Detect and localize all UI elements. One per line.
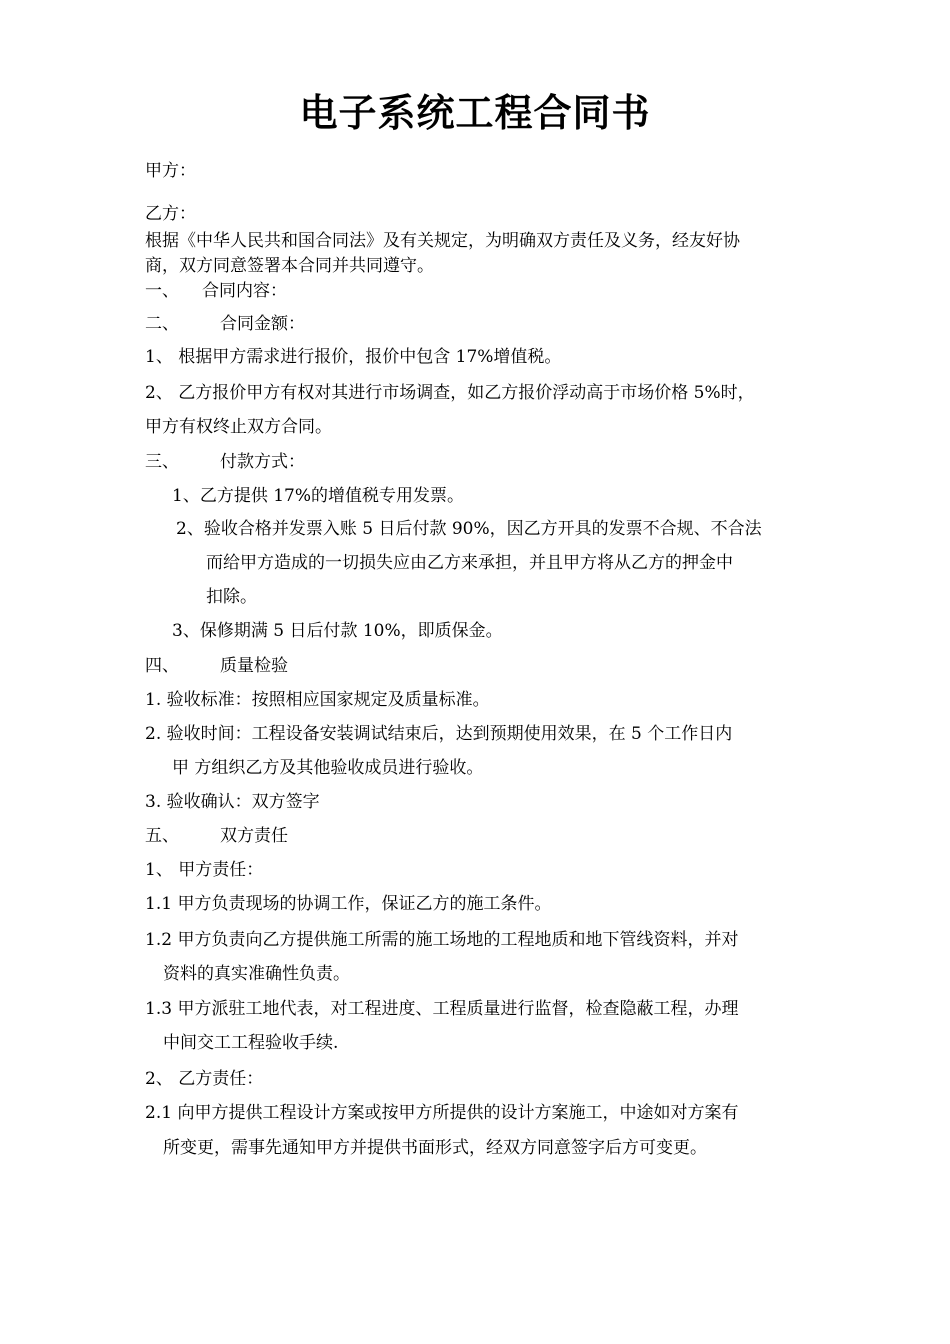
section-5-item: 1.3 甲方派驻工地代表，对工程进度、工程质量进行监督，检查隐蔽工程，办理 xyxy=(145,999,739,1019)
section-3-number: 三、 xyxy=(145,452,179,472)
section-5-item: 中间交工工程验收手续. xyxy=(163,1033,339,1053)
section-4-item: 甲 方组织乙方及其他验收成员进行验收。 xyxy=(172,758,484,778)
section-5-item: 所变更，需事先通知甲方并提供书面形式，经双方同意签字后方可变更。 xyxy=(163,1138,707,1158)
party-a-label: 甲方： xyxy=(145,161,196,181)
section-2-item: 甲方有权终止双方合同。 xyxy=(145,417,332,437)
section-3-item: 3、保修期满 5 日后付款 10%，即质保金。 xyxy=(172,621,503,641)
document-title: 电子系统工程合同书 xyxy=(299,91,651,135)
section-4-item: 2. 验收时间：工程设备安装调试结束后，达到预期使用效果，在 5 个工作日内 xyxy=(145,724,733,744)
intro-line-2: 商，双方同意签署本合同并共同遵守。 xyxy=(145,256,434,276)
section-4-item: 1. 验收标准：按照相应国家规定及质量标准。 xyxy=(145,690,490,710)
intro-line-1: 根据《中华人民共和国合同法》及有关规定，为明确双方责任及义务，经友好协 xyxy=(145,231,740,251)
section-5-item: 2、 乙方责任： xyxy=(145,1069,264,1089)
section-4-item: 3. 验收确认：双方签字 xyxy=(145,792,320,812)
section-5-item: 1、 甲方责任： xyxy=(145,860,264,880)
section-1-number: 一、 xyxy=(145,281,179,301)
section-4-heading: 质量检验 xyxy=(220,656,288,676)
section-5-item: 2.1 向甲方提供工程设计方案或按甲方所提供的设计方案施工，中途如对方案有 xyxy=(145,1103,739,1123)
section-2-item: 2、 乙方报价甲方有权对其进行市场调查，如乙方报价浮动高于市场价格 5%时， xyxy=(145,383,755,403)
section-2-item: 1、 根据甲方需求进行报价，报价中包含 17%增值税。 xyxy=(145,347,562,367)
section-5-heading: 双方责任 xyxy=(220,826,288,846)
party-b-label: 乙方： xyxy=(145,204,196,224)
section-3-item: 扣除。 xyxy=(206,587,257,607)
section-5-number: 五、 xyxy=(145,826,179,846)
section-2-number: 二、 xyxy=(145,314,179,334)
section-3-item: 1、乙方提供 17%的增值税专用发票。 xyxy=(172,486,465,506)
section-5-item: 1.1 甲方负责现场的协调工作，保证乙方的施工条件。 xyxy=(145,894,552,914)
section-3-heading: 付款方式： xyxy=(220,452,305,472)
section-1-heading: 合同内容： xyxy=(202,281,287,301)
section-2-heading: 合同金额： xyxy=(220,314,305,334)
section-3-item: 而给甲方造成的一切损失应由乙方来承担，并且甲方将从乙方的押金中 xyxy=(206,553,733,573)
section-4-number: 四、 xyxy=(145,656,179,676)
section-5-item: 1.2 甲方负责向乙方提供施工所需的施工场地的工程地质和地下管线资料，并对 xyxy=(145,930,739,950)
section-3-item: 2、验收合格并发票入账 5 日后付款 90%，因乙方开具的发票不合规、不合法 xyxy=(176,519,762,539)
section-5-item: 资料的真实准确性负责。 xyxy=(163,964,350,984)
